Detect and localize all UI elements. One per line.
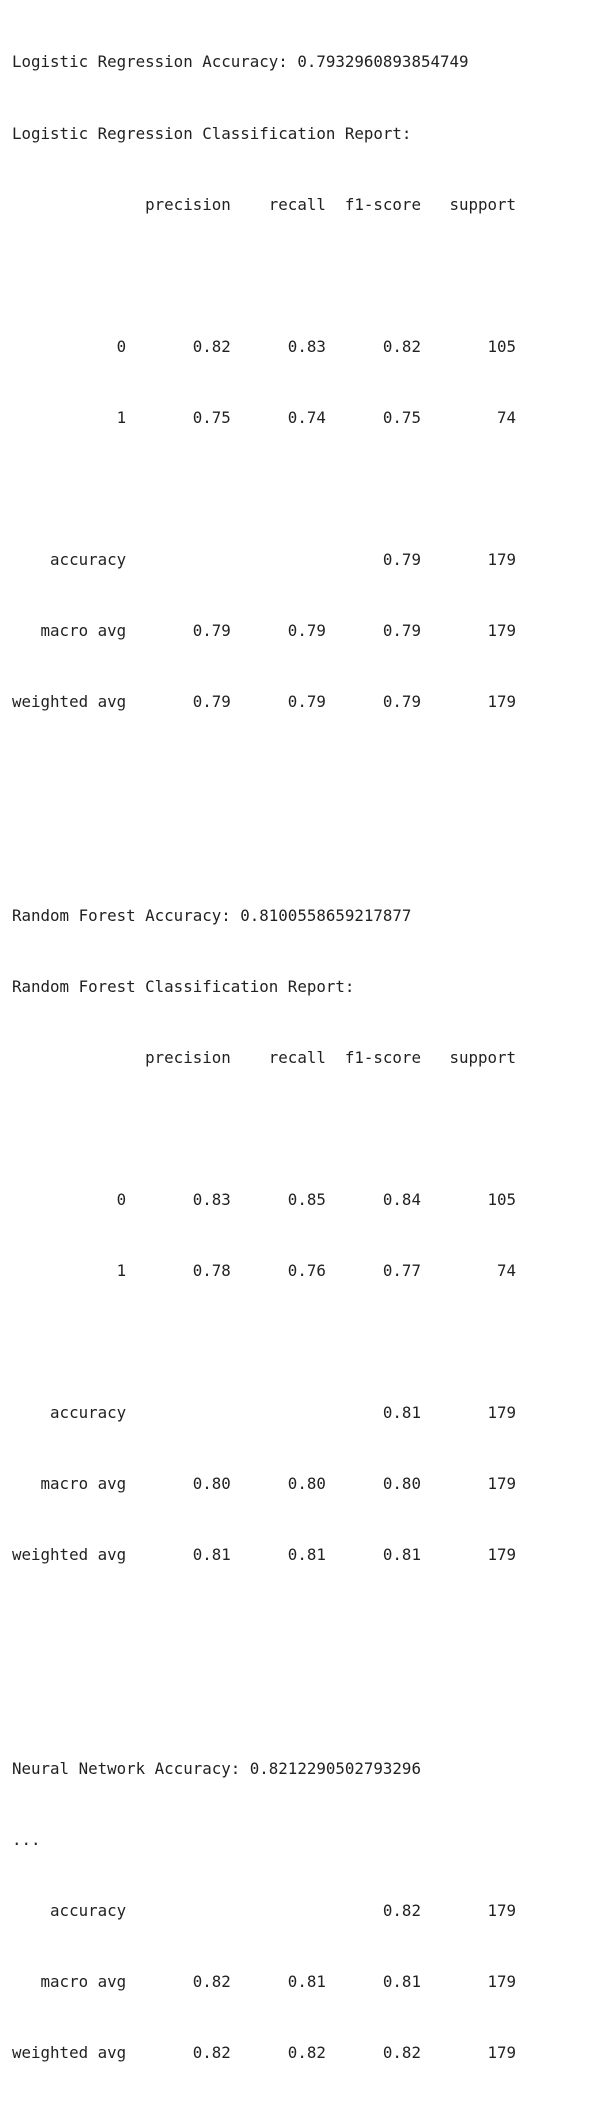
output-line: Random Forest Classification Report: bbox=[12, 976, 355, 996]
output-line bbox=[12, 1614, 516, 1638]
output-line: Logistic Regression Classification Report: bbox=[12, 123, 412, 143]
output-line: weighted avg 0.79 0.79 0.79 179 bbox=[12, 692, 517, 712]
output-line bbox=[12, 832, 516, 856]
output-line bbox=[12, 477, 516, 501]
output-line: Logistic Regression Accuracy: 0.7932960893854749 bbox=[12, 52, 469, 72]
output-line: 1 0.75 0.74 0.75 74 bbox=[12, 407, 517, 427]
output-line: accuracy 0.81 179 bbox=[12, 1403, 517, 1423]
output-line: accuracy 0.79 179 bbox=[12, 550, 517, 570]
output-line: macro avg 0.80 0.80 0.80 179 bbox=[12, 1474, 517, 1494]
output-line: ... bbox=[12, 1829, 41, 1849]
text-output bbox=[12, 3, 516, 2112]
output-line: 0 0.82 0.83 0.82 105 bbox=[12, 336, 517, 356]
output-line: accuracy 0.82 179 bbox=[12, 1900, 517, 1920]
output-line: weighted avg 0.81 0.81 0.81 179 bbox=[12, 1545, 517, 1565]
output-line: precision recall f1-score support bbox=[12, 194, 517, 214]
output-line: Neural Network Accuracy: 0.8212290502793296 bbox=[12, 1758, 421, 1778]
output-line: 0 0.83 0.85 0.84 105 bbox=[12, 1189, 517, 1209]
output-line bbox=[12, 264, 516, 288]
output-line bbox=[12, 1686, 516, 1710]
output-line: weighted avg 0.82 0.82 0.82 179 bbox=[12, 2043, 517, 2063]
output-line: macro avg 0.79 0.79 0.79 179 bbox=[12, 621, 517, 641]
output-line: Random Forest Accuracy: 0.8100558659217877 bbox=[12, 905, 412, 925]
output-line: precision recall f1-score support bbox=[12, 1047, 517, 1067]
output-line bbox=[12, 761, 516, 785]
output-line: macro avg 0.82 0.81 0.81 179 bbox=[12, 1971, 517, 1991]
output-line bbox=[12, 1117, 516, 1141]
output-line bbox=[12, 1330, 516, 1354]
output-line: 1 0.78 0.76 0.77 74 bbox=[12, 1261, 517, 1280]
